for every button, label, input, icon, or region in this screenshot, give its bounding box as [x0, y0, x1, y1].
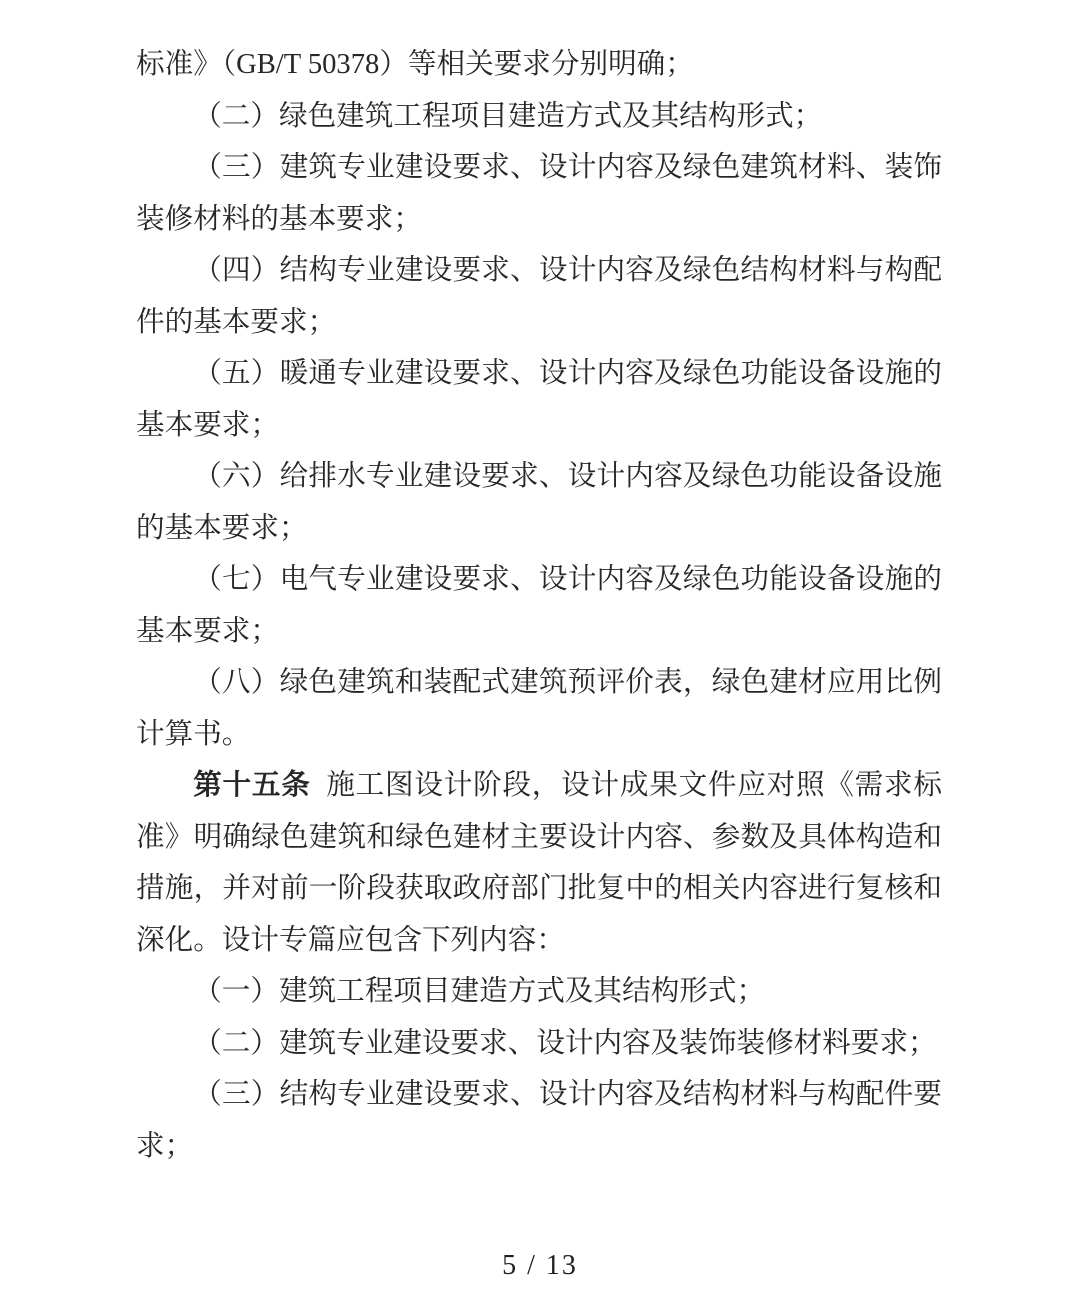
paragraph-item-8: （八）绿色建筑和装配式建筑预评价表，绿色建材应用比例计算书。	[136, 667, 942, 750]
article-text: 施工图设计阶段，设计成果文件应对照《需求标准》明确绿色建筑和绿色建材主要设计内容、参数及具体构造和措施，并对前一阶段获取政府部门批复中的相关内容进行复核和深化。设计专篇应包含下列内容：	[136, 770, 942, 956]
page-number: 5 / 13	[502, 1250, 578, 1281]
document-body	[136, 39, 942, 1172]
paragraph-subitem-3: （三）结构专业建设要求、设计内容及结构材料与构配件要求；	[136, 1079, 942, 1162]
paragraph-item-4: （四）结构专业建设要求、设计内容及绿色结构材料与构配件的基本要求；	[136, 255, 942, 338]
paragraph-subitem-1: （一）建筑工程项目建造方式及其结构形式；	[193, 976, 766, 1007]
paragraph-item-7: （七）电气专业建设要求、设计内容及绿色功能设备设施的基本要求；	[136, 564, 942, 647]
paragraph-item-3: （三）建筑专业建设要求、设计内容及绿色建筑材料、装饰装修材料的基本要求；	[136, 152, 942, 235]
paragraph-article-15	[136, 760, 942, 966]
article-number: 第十五条	[193, 769, 311, 801]
paragraph-item-5: （五）暖通专业建设要求、设计内容及绿色功能设备设施的基本要求；	[136, 358, 942, 441]
paragraph-subitem-2: （二）建筑专业建设要求、设计内容及装饰装修材料要求；	[193, 1027, 937, 1059]
paragraph-continuation: 标准》（GB/T 50378）等相关要求分别明确；	[136, 49, 694, 80]
paragraph-item-6: （六）给排水专业建设要求、设计内容及绿色功能设备设施的基本要求；	[136, 461, 942, 544]
paragraph-item-2: （二）绿色建筑工程项目建造方式及其结构形式；	[193, 100, 823, 132]
